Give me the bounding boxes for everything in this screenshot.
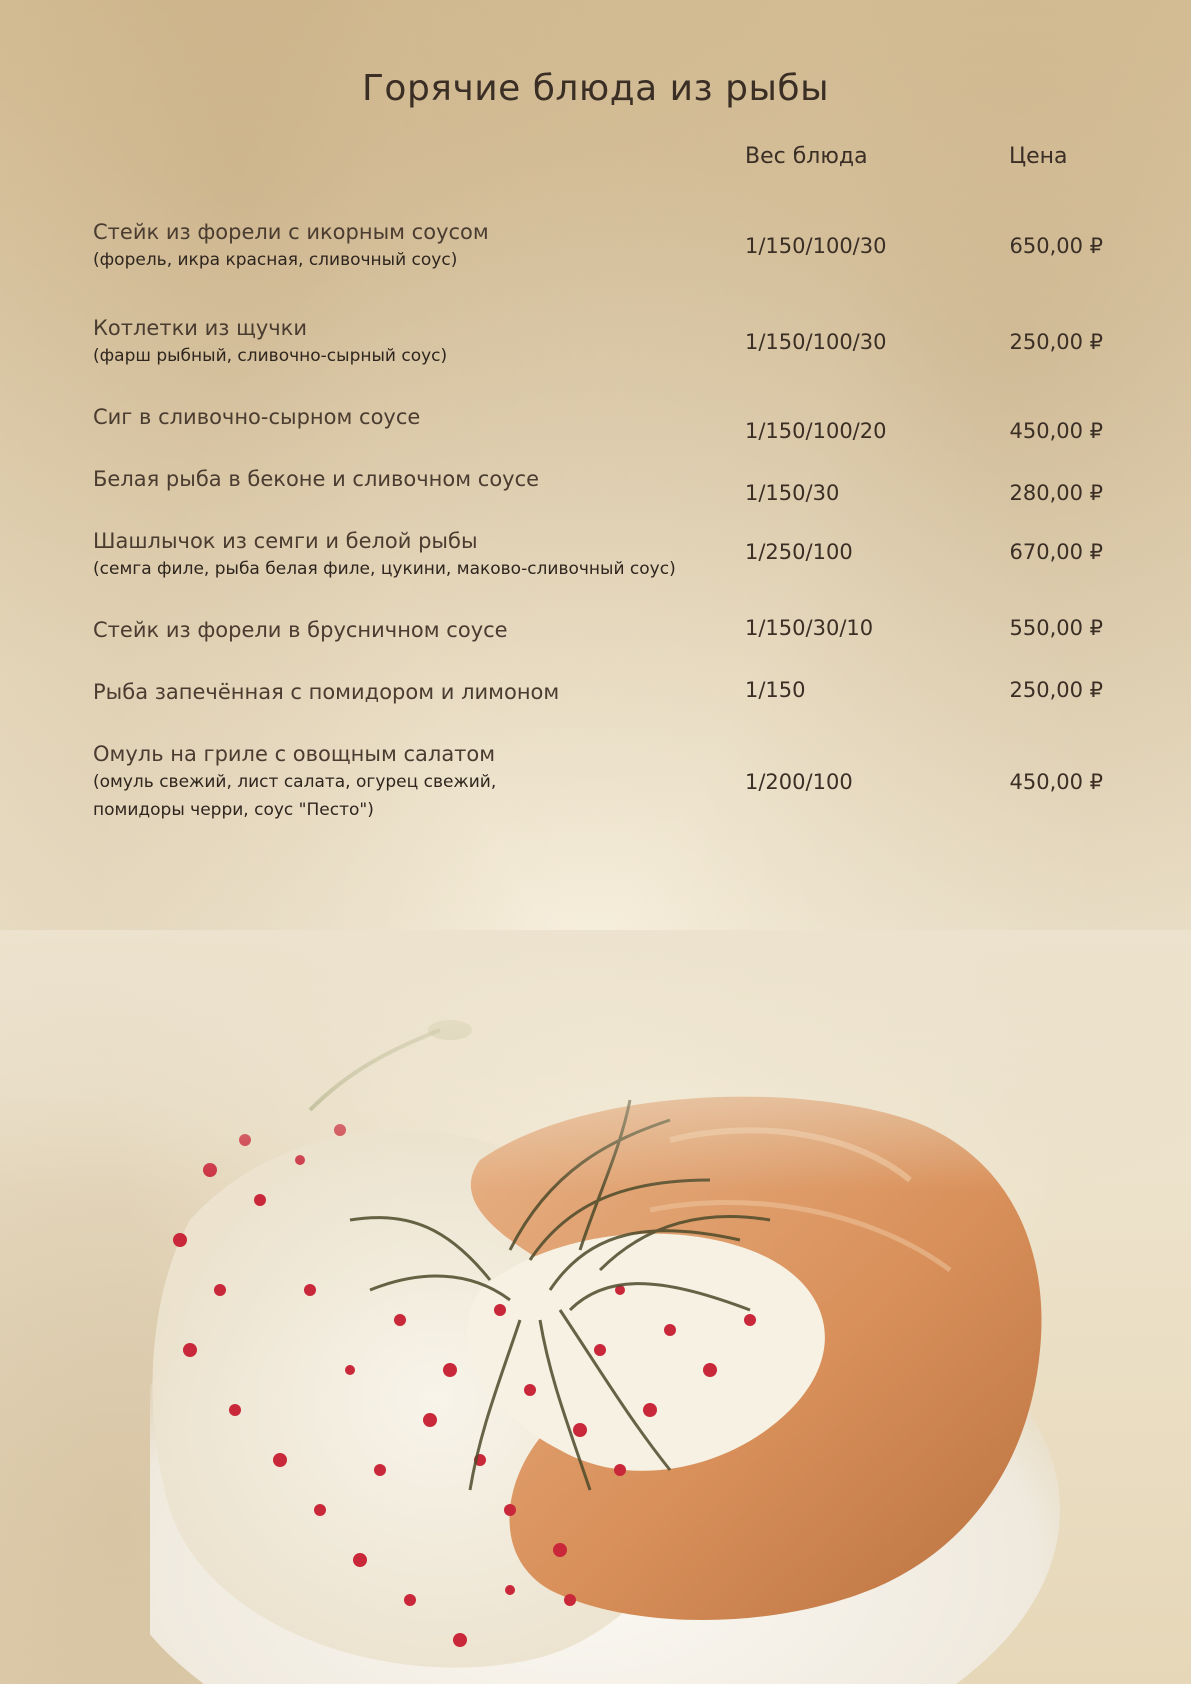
menu-item — [93, 678, 1103, 706]
menu-item — [93, 616, 1103, 644]
dish-name: Стейк из форели в брусничном соусе — [93, 618, 508, 642]
dish-price: 250,00 ₽ — [1009, 330, 1103, 354]
dish-name: Сиг в сливочно-сырном соусе — [93, 405, 421, 429]
dish-price: 280,00 ₽ — [1009, 481, 1103, 505]
dish-price: 450,00 ₽ — [1009, 770, 1103, 794]
menu-item — [93, 740, 1103, 824]
dish-name: Котлетки из щучки — [93, 316, 308, 340]
dish-price: 550,00 ₽ — [1009, 616, 1103, 640]
dish-weight: 1/150 — [745, 678, 806, 702]
dish-name: Белая рыба в беконе и сливочном соусе — [93, 467, 540, 491]
price-column-header: Цена — [1009, 144, 1068, 169]
dish-price: 670,00 ₽ — [1009, 540, 1103, 564]
dish-price: 450,00 ₽ — [1009, 419, 1103, 443]
menu-item — [93, 527, 1103, 583]
dish-name: Рыба запечённая с помидором и лимоном — [93, 680, 560, 704]
dish-name: Стейк из форели с икорным соусом — [93, 220, 489, 244]
dish-name: Шашлычок из семги и белой рыбы — [93, 529, 478, 553]
menu-item — [93, 465, 1103, 505]
dish-weight: 1/150/100/20 — [745, 419, 887, 443]
dish-description: (семга филе, рыба белая филе, цукини, маково-сливочный соус) — [93, 559, 676, 579]
dish-weight: 1/150/30/10 — [745, 616, 874, 640]
menu-item — [93, 314, 1103, 370]
dish-weight: 1/250/100 — [745, 540, 853, 564]
dish-description-line-2: помидоры черри, соус "Песто") — [93, 800, 374, 820]
dish-name: Омуль на гриле с овощным салатом — [93, 742, 496, 766]
dish-price: 650,00 ₽ — [1009, 234, 1103, 258]
dish-description: (омуль свежий, лист салата, огурец свежий, — [93, 772, 497, 792]
dish-weight: 1/200/100 — [745, 770, 853, 794]
weight-column-header: Вес блюда — [745, 144, 868, 169]
dish-description: (фарш рыбный, сливочно-сырный соус) — [93, 346, 448, 366]
dish-photo — [150, 990, 1090, 1684]
menu-item — [93, 218, 1103, 274]
dish-price: 250,00 ₽ — [1009, 678, 1103, 702]
dish-weight: 1/150/100/30 — [745, 330, 887, 354]
dish-weight: 1/150/30 — [745, 481, 840, 505]
menu-item — [93, 403, 1103, 443]
page-title: Горячие блюда из рыбы — [361, 68, 830, 109]
dish-description: (форель, икра красная, сливочный соус) — [93, 250, 458, 270]
dish-weight: 1/150/100/30 — [745, 234, 887, 258]
